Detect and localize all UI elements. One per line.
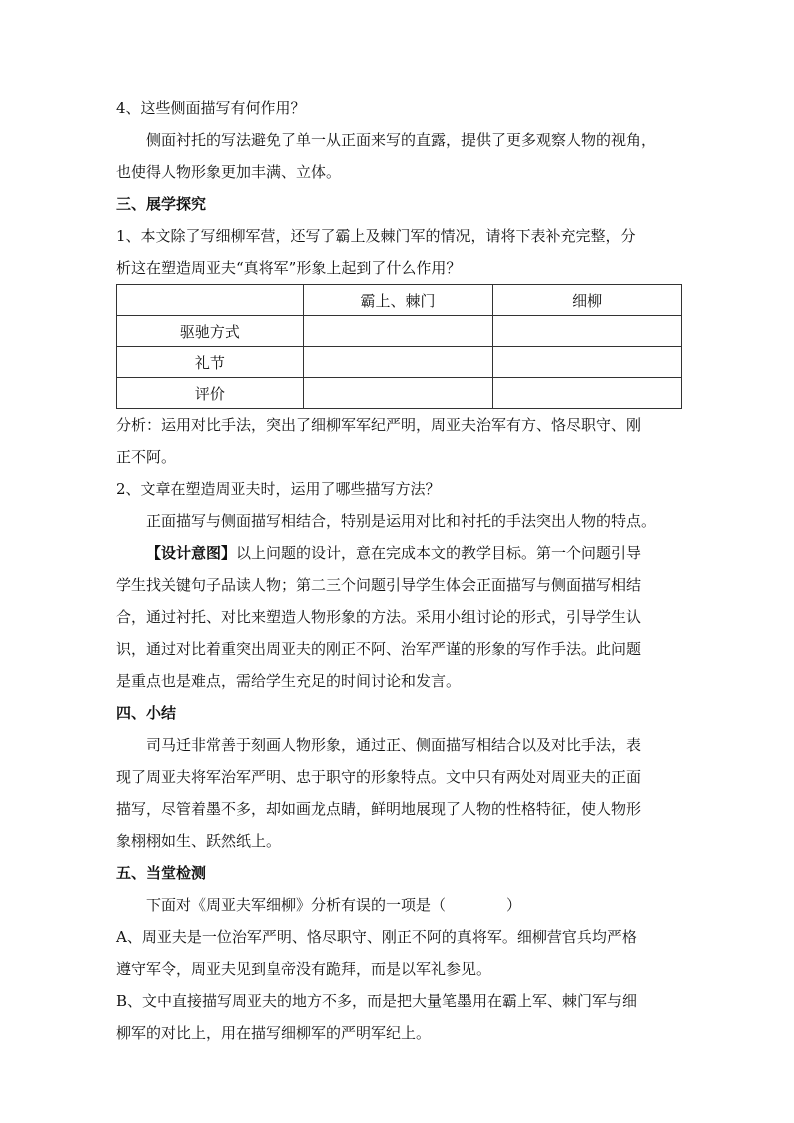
table-cell (303, 316, 493, 347)
table-row (117, 347, 682, 378)
table-cell (303, 347, 493, 378)
design-intent-label: 【设计意图】 (146, 544, 237, 562)
analysis-line-1: 分析：运用对比手法，突出了细柳军军纪严明，周亚夫治军有方、恪尽职守、刚 (116, 416, 642, 434)
question-1-line-1: 1、本文除了写细柳军营，还写了霸上及棘门军的情况，请将下表补充完整，分 (116, 227, 636, 245)
table-row (117, 378, 682, 409)
table-row (117, 316, 682, 347)
answer-4-line-2: 也使得人物形象更加丰满、立体。 (116, 163, 342, 181)
design-intent-line-5: 是重点也是难点，需给学生充足的时间讨论和发言。 (116, 672, 462, 690)
design-intent-line-1 (116, 537, 682, 569)
table-header-cell (117, 285, 304, 316)
table-header-row (117, 285, 682, 316)
table-cell (493, 378, 682, 409)
table-cell (303, 378, 493, 409)
table-row-label: 礼节 (117, 347, 304, 378)
question-4: 4、这些侧面描写有何作用？ (116, 99, 306, 117)
question-1-line-2: 析这在塑造周亚夫“真将军”形象上起到了什么作用？ (116, 259, 462, 277)
table-cell (493, 316, 682, 347)
answer-2: 正面描写与侧面描写相结合，特别是运用对比和衬托的手法突出人物的特点。 (146, 512, 657, 530)
summary-line-2: 现了周亚夫将军治军严明、忠于职守的形象特点。文中只有两处对周亚夫的正面 (116, 768, 642, 786)
comparison-table (116, 284, 682, 409)
table-row-label: 评价 (117, 378, 304, 409)
option-a-line-1: A、周亚夫是一位治军严明、恪尽职守、刚正不阿的真将军。细柳营官兵均严格 (116, 928, 637, 946)
table-cell (493, 347, 682, 378)
test-question-text: 下面对《周亚夫军细柳》分析有误的一项是（ (146, 896, 447, 914)
table-header-cell: 霸上、棘门 (303, 285, 493, 316)
design-intent-text: 以上问题的设计，意在完成本文的教学目标。第一个问题引导 (236, 544, 642, 562)
summary-line-3: 描写，尽管着墨不多，却如画龙点睛，鲜明地展现了人物的性格特征，使人物形 (116, 800, 642, 818)
option-b-line-1: B、文中直接描写周亚夫的地方不多，而是把大量笔墨用在霸上军、棘门军与细 (116, 992, 638, 1010)
answer-4-line-1: 侧面衬托的写法避免了单一从正面来写的直露，提供了更多观察人物的视角， (146, 131, 657, 149)
option-b-line-2: 柳军的对比上，用在描写细柳军的严明军纪上。 (116, 1024, 432, 1042)
summary-line-1: 司马迁非常善于刻画人物形象，通过正、侧面描写相结合以及对比手法，表 (146, 736, 642, 754)
question-2: 2、文章在塑造周亚夫时，运用了哪些描写方法？ (116, 480, 441, 498)
design-intent-line-3: 合，通过衬托、对比来塑造人物形象的方法。采用小组讨论的形式，引导学生认 (116, 608, 642, 626)
section-5-heading: 五、当堂检测 (116, 864, 207, 882)
test-question-end: ） (506, 896, 522, 914)
table-header-cell: 细柳 (493, 285, 682, 316)
summary-line-4: 象栩栩如生、跃然纸上。 (116, 832, 282, 850)
document-body (116, 92, 682, 1049)
table-row-label: 驱驰方式 (117, 316, 304, 347)
option-a-line-2: 遵守军令，周亚夫见到皇帝没有跪拜，而是以军礼参见。 (116, 960, 492, 978)
section-4-heading: 四、小结 (116, 704, 177, 722)
test-question (116, 889, 682, 921)
section-3-heading: 三、展学探究 (116, 195, 207, 213)
design-intent-line-4: 识，通过对比着重突出周亚夫的刚正不阿、治军严谨的形象的写作手法。此问题 (116, 640, 642, 658)
design-intent-line-2: 学生找关键句子品读人物；第二三个问题引导学生体会正面描写与侧面描写相结 (116, 576, 642, 594)
analysis-line-2: 正不阿。 (116, 448, 177, 466)
